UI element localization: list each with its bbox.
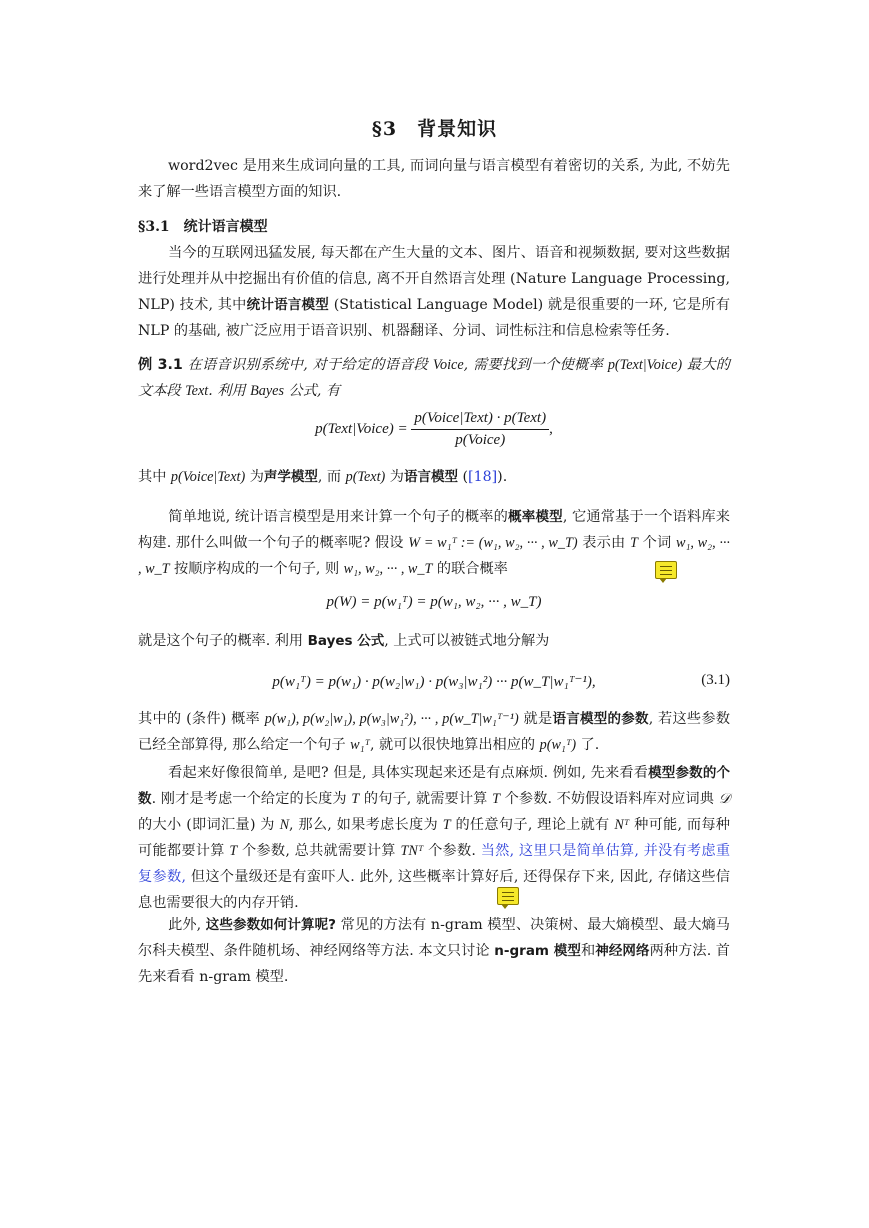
equation-number: (3.1) bbox=[701, 672, 730, 688]
equation-chain: p(w₁ᵀ) = p(w₁) · p(w₂|w₁) · p(w₃|w₁²) ··· p(w_T|w₁ᵀ⁻¹), (3.1) bbox=[272, 672, 730, 690]
paragraph-parameters: 其中的 (条件) 概率 p(w₁), p(w₂|w₁), p(w₃|w₁²), ··· , p(w_T|w₁ᵀ⁻¹) 就是语言模型的参数, 若这些参数已经全部算得, 那么给定一个句子 w₁ᵀ, 就可以很快地算出相应的 p(w₁ᵀ) 了. bbox=[138, 711, 731, 753]
highlighted-text: 当然, 这里只是简单估算, 并没有考虑重复参数, bbox=[138, 843, 731, 885]
comment-note-icon[interactable] bbox=[655, 561, 677, 579]
subsection-title: §3.1 统计语言模型 bbox=[138, 219, 268, 235]
chain-intro-line: 就是这个句子的概率. 利用 Bayes 公式, 上式可以被链式地分解为 bbox=[138, 633, 550, 649]
paragraph-methods: 此外, 这些参数如何计算呢? 常见的方法有 n-gram 模型、决策树、最大熵模型、最大熵马尔科夫模型、条件随机场、神经网络等方法. 本文只讨论 n-gram 模型和神经网络两种方法. 首先来看看 n-gram 模型. bbox=[138, 917, 730, 985]
paragraph-parameter-count: 看起来好像很简单, 是吧? 但是, 具体实现起来还是有点麻烦. 例如, 先来看看模型参数的个数. 刚才是考虑一个给定的长度为 T 的句子, 就需要计算 T 个参数. 不妨假设语料库对应词典 𝒟 的大小 (即词汇量) 为 N, 那么, 如果考虑长度为 T 的任意句子, 理论上就有 Nᵀ 种可能, 而每种可能都要计算 T 个参数, 总共就需要计算 TNᵀ 个参数. 当然, 这里只是简单估算, 并没有考虑重复参数, 但这个量级还是有蛮吓人. 此外, 这些概率计算好后, 还得保存下来, 因此, 存储这些信息也需要很大的内存开销. bbox=[138, 765, 731, 911]
paragraph-sentence-probability: 简单地说, 统计语言模型是用来计算一个句子的概率的概率模型, 它通常基于一个语料库来构建. 那什么叫做一个句子的概率呢? 假设 W = w₁ᵀ := (w₁, w₂, ··· , w_T) 表示由 T 个词 w₁, w₂, ··· , w_T 按顺序构成的一个句子, 则 w₁, w₂, ··· , w_T 的联合概率 bbox=[138, 509, 730, 577]
example-block: 例 3.1 在语音识别系统中, 对于给定的语音段 Voice, 需要找到一个使概率 p(Text|Voice) 最大的文本段 Text. 利用 Bayes 公式, 有 bbox=[138, 357, 730, 399]
comment-note-icon[interactable] bbox=[497, 887, 519, 905]
equation-joint: p(W) = p(w₁ᵀ) = p(w₁, w₂, ··· , w_T) bbox=[326, 594, 542, 610]
example-label: 例 3.1 bbox=[138, 357, 183, 373]
paragraph-statistical-lm: 当今的互联网迅猛发展, 每天都在产生大量的文本、图片、语音和视频数据, 要对这些数据进行处理并从中挖掘出有价值的信息, 离不开自然语言处理 (Nature Language Processing, NLP) 技术, 其中统计语言模型 (Statistical Language Model) 就是很重要的一环, 它是所有 NLP 的基础, 被广泛应用于语音识别、机器翻译、分词、词性标注和信息检索等任务. bbox=[138, 245, 731, 339]
equation-bayes: p(Text|Voice) = $\frac{\text{p(Voice|Text) · p(Text)}}{\text{p(Voice)}}$ , bbox=[315, 410, 553, 448]
where-line: 其中 p(Voice|Text) 为声学模型, 而 p(Text) 为语言模型 ([18]). bbox=[138, 469, 508, 485]
citation-link[interactable]: [18] bbox=[468, 469, 498, 485]
fraction: $\frac{\text{p(Voice|Text) · p(Text)}}{\text{p(Voice)}}$ bbox=[411, 410, 549, 449]
section-title: §3 背景知识 bbox=[371, 118, 498, 140]
bold-term: 统计语言模型 bbox=[246, 297, 330, 313]
intro-paragraph: word2vec 是用来生成词向量的工具, 而词向量与语言模型有着密切的关系, 为此, 不妨先来了解一些语言模型方面的知识. bbox=[138, 158, 730, 200]
